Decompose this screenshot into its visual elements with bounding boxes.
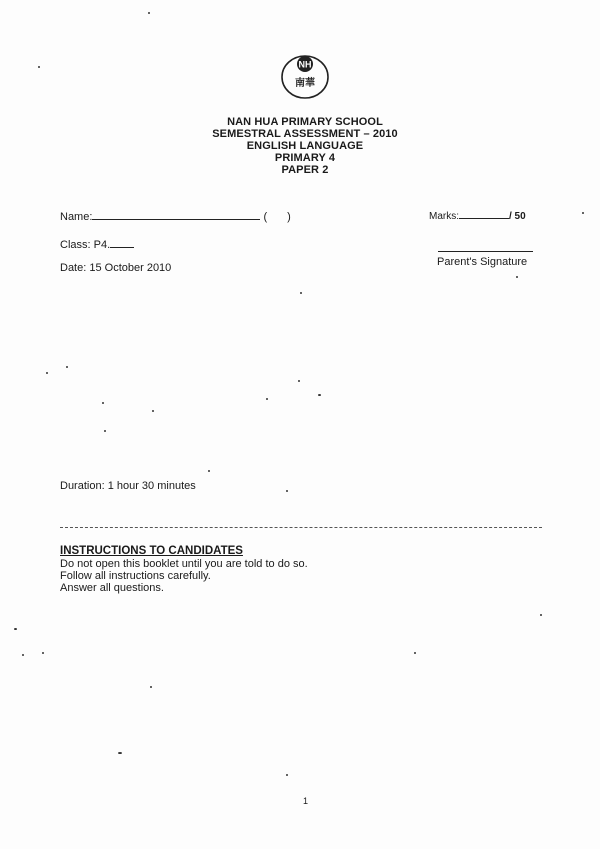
scan-speck bbox=[300, 292, 302, 294]
exam-header bbox=[150, 116, 460, 176]
name-blank[interactable] bbox=[92, 209, 260, 220]
instruction-item: Do not open this booklet until you are told to do so. bbox=[60, 558, 308, 570]
index-close-paren: ) bbox=[287, 211, 291, 223]
date-field: Date: 15 October 2010 bbox=[60, 262, 172, 274]
scan-speck bbox=[298, 380, 300, 382]
scan-speck bbox=[414, 652, 416, 654]
scan-speck bbox=[286, 774, 288, 776]
instructions-title: INSTRUCTIONS TO CANDIDATES bbox=[60, 545, 243, 557]
scan-speck bbox=[46, 372, 48, 374]
parent-signature-label: Parent's Signature bbox=[437, 256, 528, 268]
scan-speck bbox=[38, 66, 40, 68]
instruction-item: Answer all questions. bbox=[60, 582, 164, 594]
page-number: 1 bbox=[303, 796, 309, 806]
scan-speck bbox=[266, 398, 268, 400]
scan-speck bbox=[152, 410, 154, 412]
instructions-block bbox=[60, 545, 308, 594]
scan-speck bbox=[540, 614, 542, 616]
logo-monogram: NH bbox=[298, 59, 312, 70]
marks-total: / 50 bbox=[509, 211, 526, 222]
scan-speck bbox=[42, 652, 44, 654]
class-field bbox=[60, 237, 134, 252]
class-blank[interactable] bbox=[110, 237, 134, 248]
logo-chinese-name: 南華 bbox=[295, 78, 315, 89]
scan-speck bbox=[286, 490, 288, 492]
scan-speck bbox=[150, 686, 152, 688]
scan-speck bbox=[582, 212, 584, 214]
scan-speck bbox=[516, 276, 518, 278]
school-crest-icon bbox=[280, 50, 330, 100]
duration-text: Duration: 1 hour 30 minutes bbox=[60, 480, 196, 492]
scan-speck bbox=[104, 430, 106, 432]
marks-field bbox=[429, 208, 526, 223]
marks-label: Marks: bbox=[429, 211, 459, 222]
scan-speck bbox=[118, 752, 122, 754]
index-open-paren: ( bbox=[263, 211, 268, 223]
scan-speck bbox=[208, 470, 210, 472]
scan-speck bbox=[148, 12, 150, 14]
section-divider bbox=[60, 527, 542, 528]
scan-speck bbox=[102, 402, 104, 404]
assessment-title: SEMESTRAL ASSESSMENT – 2010 bbox=[212, 128, 398, 140]
name-label: Name: bbox=[60, 211, 93, 223]
scan-speck bbox=[66, 366, 68, 368]
scan-speck bbox=[318, 394, 321, 396]
paper-title: PAPER 2 bbox=[281, 164, 329, 176]
subject-title: ENGLISH LANGUAGE bbox=[246, 140, 364, 152]
class-label: Class: P4. bbox=[60, 239, 111, 251]
instruction-item: Follow all instructions carefully. bbox=[60, 570, 211, 582]
school-name: NAN HUA PRIMARY SCHOOL bbox=[227, 116, 383, 128]
name-field bbox=[60, 209, 291, 224]
marks-blank[interactable] bbox=[459, 208, 509, 219]
scan-speck bbox=[22, 654, 24, 656]
scan-speck bbox=[14, 628, 17, 630]
level-title: PRIMARY 4 bbox=[274, 152, 336, 164]
parent-signature-line[interactable] bbox=[438, 251, 533, 252]
